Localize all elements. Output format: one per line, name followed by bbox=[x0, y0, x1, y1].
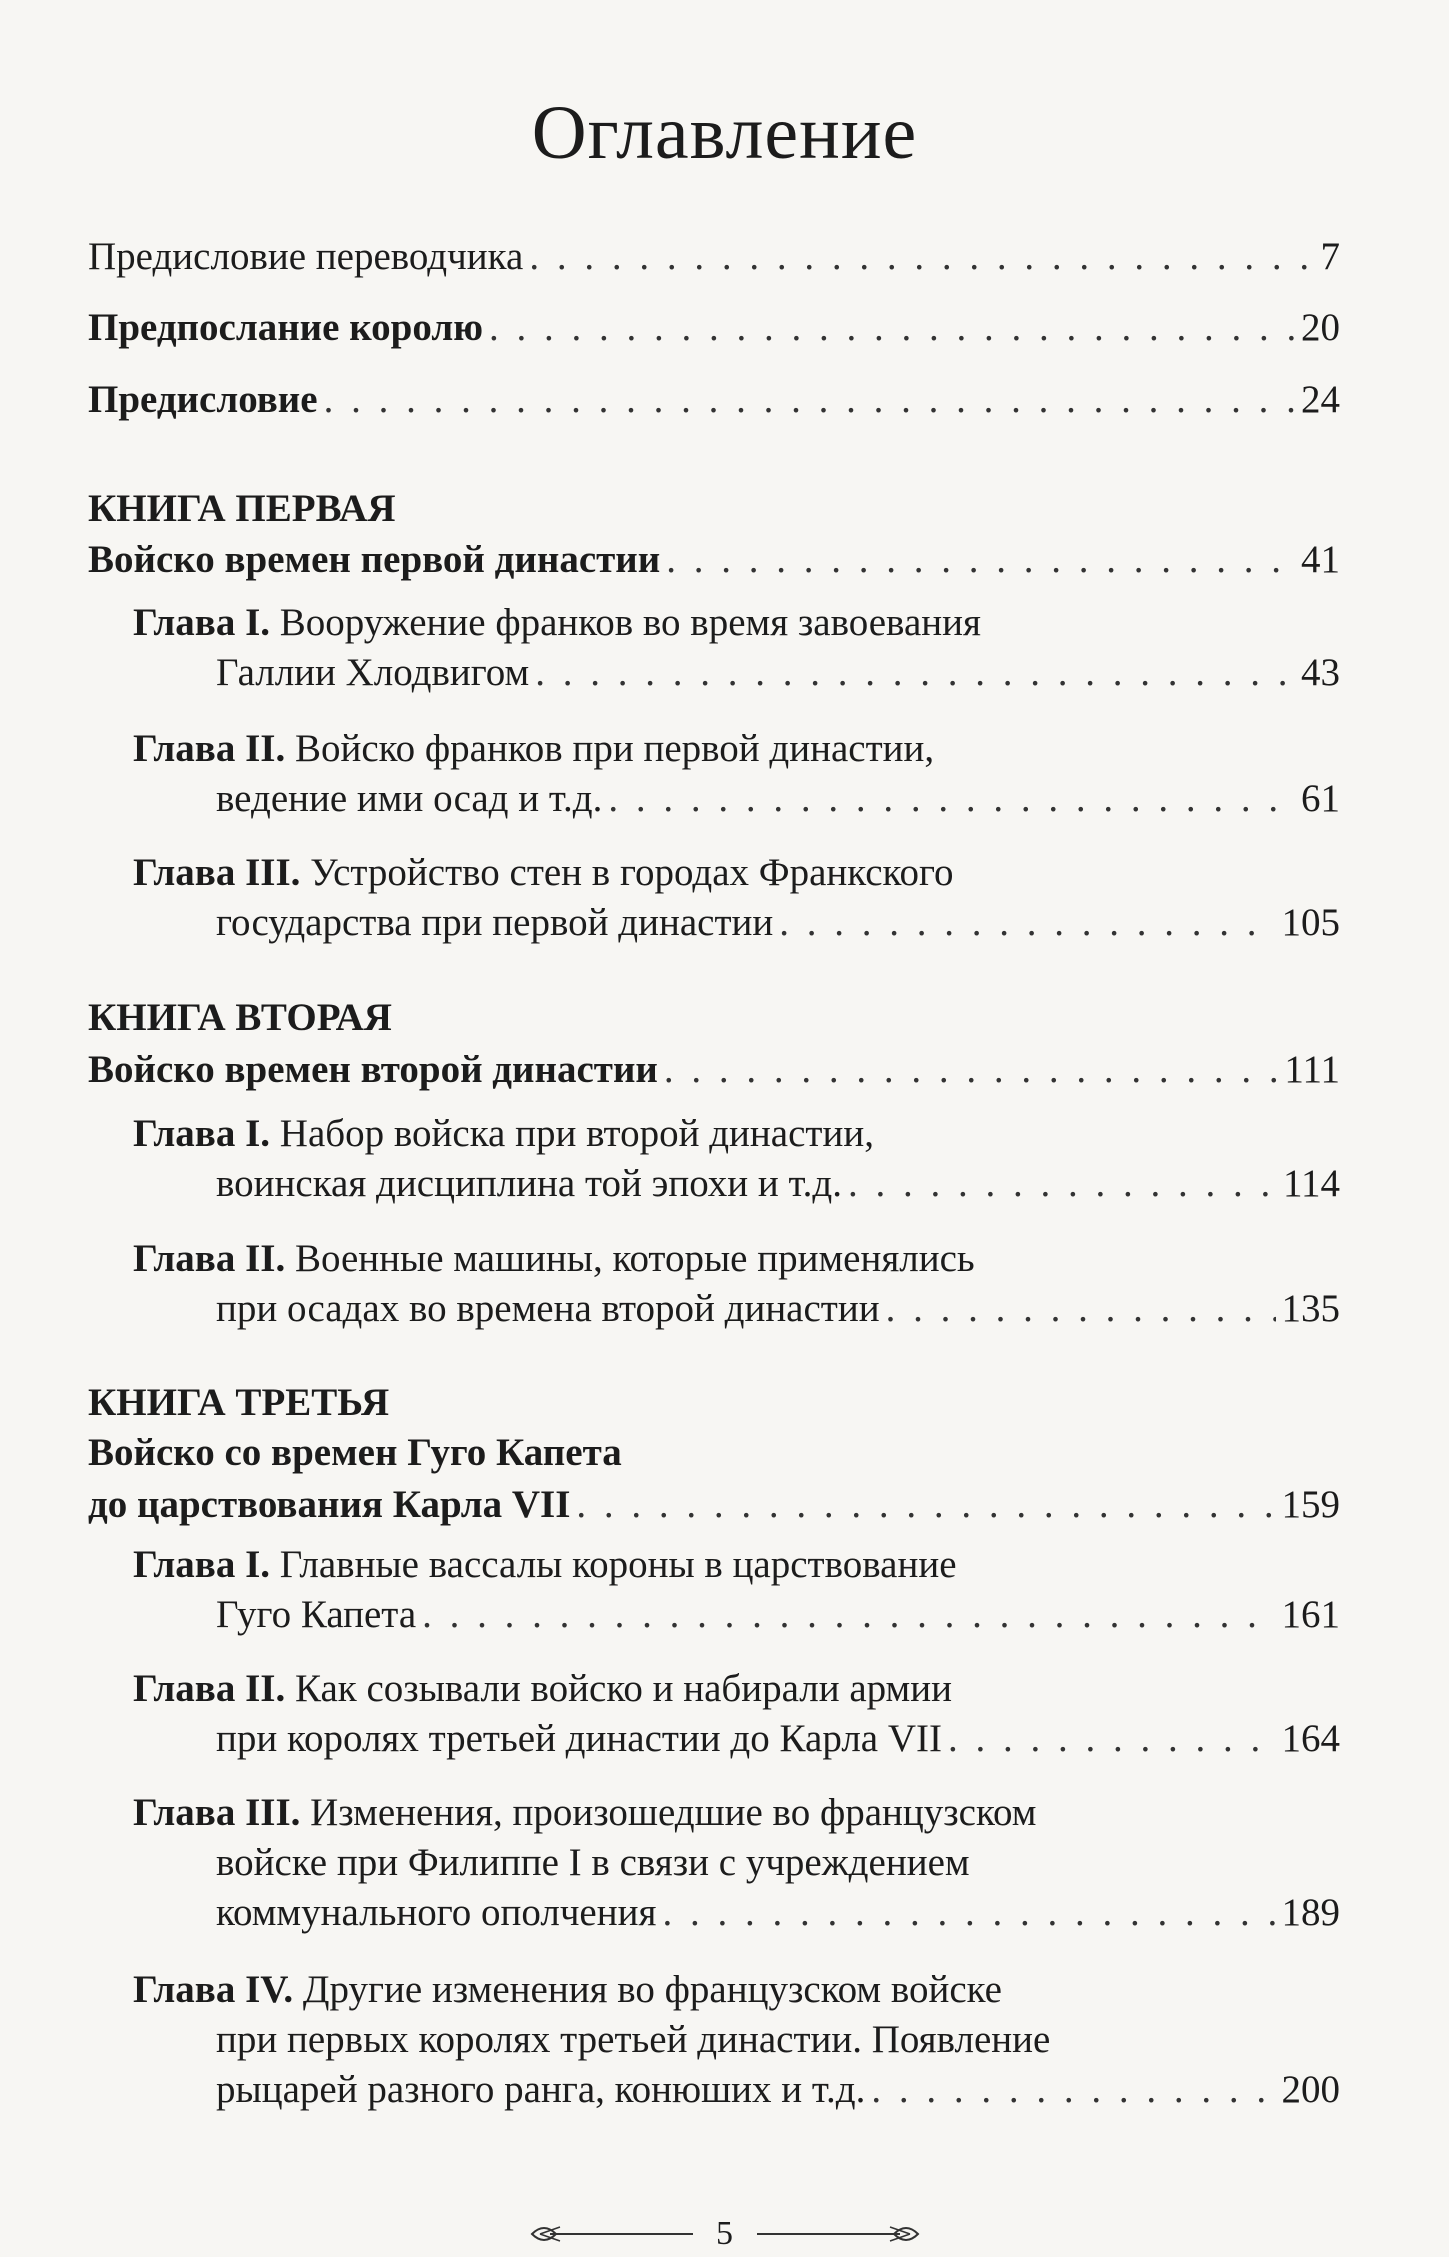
book3-heading: КНИГА ТРЕТЬЯ bbox=[88, 1381, 390, 1424]
chapter-title-line1: Устройство стен в городах Франкского bbox=[310, 851, 954, 894]
entry-page: 105 bbox=[1281, 901, 1340, 944]
leader-dots bbox=[489, 303, 1295, 353]
entry-page: 164 bbox=[1281, 1717, 1340, 1760]
toc-entry-book3[interactable] bbox=[88, 1480, 1340, 1530]
chapter-title-line2: при осадах во времена второй династии bbox=[216, 1287, 880, 1330]
leader-dots bbox=[666, 535, 1295, 585]
toc-chapter-b3-c2[interactable] bbox=[133, 1664, 952, 1714]
leader-dots bbox=[871, 2065, 1275, 2115]
toc-chapter-b1-c2-cont[interactable] bbox=[216, 774, 1340, 824]
book2-heading: КНИГА ВТОРАЯ bbox=[88, 996, 392, 1039]
chapter-label: Глава I. bbox=[133, 1543, 271, 1586]
entry-page: 114 bbox=[1282, 1162, 1340, 1205]
chapter-title-line1: Изменения, произошедшие во французском bbox=[310, 1791, 1037, 1834]
entry-title: Предпослание королю bbox=[88, 306, 484, 349]
toc-chapter-b1-c3[interactable] bbox=[133, 848, 954, 898]
chapter-title-line1: Главные вассалы короны в царствование bbox=[279, 1543, 957, 1586]
leader-dots bbox=[535, 648, 1295, 698]
entry-page: 135 bbox=[1281, 1287, 1340, 1330]
chapter-label: Глава II. bbox=[133, 727, 286, 770]
toc-entry-preface[interactable] bbox=[88, 375, 1340, 425]
entry-page: 111 bbox=[1284, 1048, 1340, 1091]
chapter-title-line1: Вооружение франков во время завоевания bbox=[279, 601, 981, 644]
leader-dots bbox=[422, 1590, 1275, 1640]
toc-chapter-b2-c2[interactable] bbox=[133, 1234, 975, 1284]
entry-page: 189 bbox=[1281, 1891, 1340, 1934]
toc-chapter-b2-c1[interactable] bbox=[133, 1109, 874, 1159]
entry-page: 200 bbox=[1281, 2068, 1340, 2111]
flourish-right-icon bbox=[755, 2219, 920, 2249]
entry-title: Предисловие bbox=[88, 378, 318, 421]
toc-chapter-b3-c2-cont[interactable] bbox=[216, 1714, 1340, 1764]
toc-entry-book2[interactable] bbox=[88, 1045, 1340, 1095]
toc-entry-dedication[interactable] bbox=[88, 303, 1340, 353]
toc-chapter-b3-c1[interactable] bbox=[133, 1540, 957, 1590]
chapter-title-line1: Другие изменения во французском войске bbox=[302, 1968, 1002, 2011]
chapter-label: Глава I. bbox=[133, 1112, 271, 1155]
toc-chapter-b2-c2-cont[interactable] bbox=[216, 1284, 1340, 1334]
book1-heading: КНИГА ПЕРВАЯ bbox=[88, 487, 396, 530]
toc-chapter-b3-c4-cont[interactable] bbox=[216, 2065, 1340, 2115]
entry-page: 7 bbox=[1320, 235, 1340, 278]
toc-entry-translator-preface[interactable] bbox=[88, 232, 1340, 282]
entry-page: 24 bbox=[1301, 378, 1340, 421]
leader-dots bbox=[886, 1284, 1276, 1334]
chapter-title-line2: Галлии Хлодвигом bbox=[216, 651, 530, 694]
chapter-label: Глава I. bbox=[133, 601, 271, 644]
chapter-title-line2: ведение ими осад и т.д. bbox=[216, 777, 603, 820]
entry-title: до царствования Карла VII bbox=[88, 1483, 571, 1526]
entry-page: 61 bbox=[1301, 777, 1340, 820]
chapter-title-line1: Войско франков при первой династии, bbox=[294, 727, 935, 770]
toc-chapter-b1-c3-cont[interactable] bbox=[216, 898, 1340, 948]
page-number: 5 bbox=[716, 2215, 733, 2252]
toc-chapter-b3-c3-cont[interactable] bbox=[216, 1888, 1340, 1938]
chapter-title-line1: Набор войска при второй династии, bbox=[279, 1112, 874, 1155]
leader-dots bbox=[662, 1888, 1275, 1938]
leader-dots bbox=[324, 375, 1295, 425]
chapter-label: Глава II. bbox=[133, 1667, 286, 1710]
leader-dots bbox=[948, 1714, 1276, 1764]
entry-title: Предисловие переводчика bbox=[88, 235, 524, 278]
chapter-label: Глава III. bbox=[133, 1791, 301, 1834]
toc-chapter-b3-c1-cont[interactable] bbox=[216, 1590, 1340, 1640]
toc-chapter-b1-c2[interactable] bbox=[133, 724, 934, 774]
toc-chapter-b3-c3-line2: войске при Филиппе I в связи с учреждением bbox=[216, 1841, 970, 1884]
chapter-label: Глава II. bbox=[133, 1237, 286, 1280]
toc-chapter-b3-c4-line2: при первых королях третьей династии. Появление bbox=[216, 2018, 1051, 2061]
chapter-title-line2: государства при первой династии bbox=[216, 901, 774, 944]
leader-dots bbox=[664, 1045, 1279, 1095]
entry-page: 43 bbox=[1301, 651, 1340, 694]
leader-dots bbox=[848, 1159, 1277, 1209]
chapter-title-line3: коммунального ополчения bbox=[216, 1891, 657, 1934]
toc-chapter-b1-c1[interactable] bbox=[133, 598, 981, 648]
leader-dots bbox=[576, 1480, 1275, 1530]
chapter-title-line1: Военные машины, которые применялись bbox=[294, 1237, 975, 1280]
entry-page: 159 bbox=[1281, 1483, 1340, 1526]
chapter-title-line1: Как созывали войско и набирали армии bbox=[294, 1667, 952, 1710]
leader-dots bbox=[529, 232, 1314, 282]
page-title: Оглавление bbox=[531, 91, 918, 175]
toc-entry-book1[interactable] bbox=[88, 535, 1340, 585]
toc-chapter-b3-c4[interactable] bbox=[133, 1965, 1002, 2015]
entry-page: 41 bbox=[1301, 538, 1340, 581]
book3-subtitle-line1: Войско со времен Гуго Капета bbox=[88, 1431, 622, 1474]
chapter-title-line2: при королях третьей династии до Карла VII bbox=[216, 1717, 942, 1760]
chapter-title-line2: Гуго Капета bbox=[216, 1593, 417, 1636]
leader-dots bbox=[779, 898, 1275, 948]
chapter-title-line2: воинская дисциплина той эпохи и т.д. bbox=[216, 1162, 842, 1205]
toc-chapter-b2-c1-cont[interactable] bbox=[216, 1159, 1340, 1209]
entry-page: 20 bbox=[1301, 306, 1340, 349]
entry-title: Войско времен первой династии bbox=[88, 538, 661, 581]
chapter-label: Глава III. bbox=[133, 851, 301, 894]
toc-chapter-b1-c1-cont[interactable] bbox=[216, 648, 1340, 698]
chapter-title-line3: рыцарей разного ранга, конюших и т.д. bbox=[216, 2068, 866, 2111]
leader-dots bbox=[608, 774, 1295, 824]
entry-title: Войско времен второй династии bbox=[88, 1048, 658, 1091]
toc-chapter-b3-c3[interactable] bbox=[133, 1788, 1036, 1838]
chapter-label: Глава IV. bbox=[133, 1968, 294, 2011]
entry-page: 161 bbox=[1281, 1593, 1340, 1636]
